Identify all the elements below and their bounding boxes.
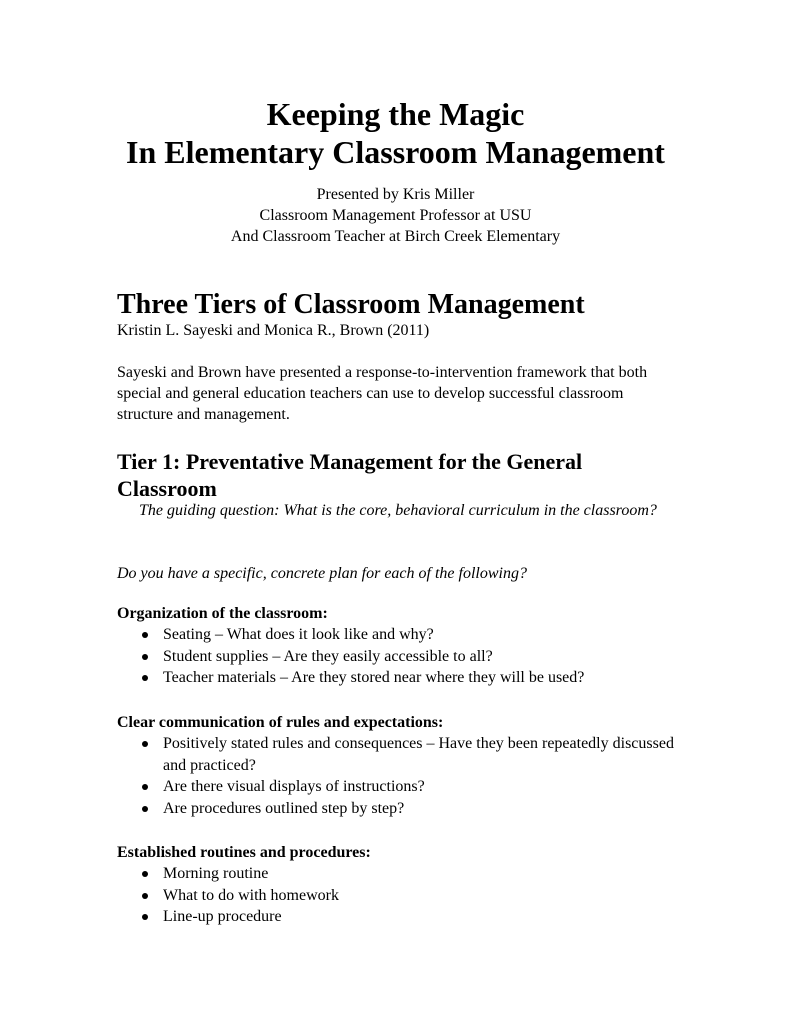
list-item-text: Student supplies – Are they easily accessible to all? <box>163 647 493 665</box>
bullet-icon <box>142 914 148 920</box>
section-organization <box>117 603 687 689</box>
bullet-icon <box>142 806 148 812</box>
list-item-text: Positively stated rules and consequences – Have they been repeatedly discussed and practiced? <box>163 735 674 774</box>
list-item-text: Line-up procedure <box>163 908 282 925</box>
citation-authors: Kristin L. Sayeski and Monica R., Brown (2011) <box>117 322 430 339</box>
bullet-list <box>117 733 687 819</box>
list-item <box>117 624 687 646</box>
intro-paragraph: Sayeski and Brown have presented a response-to-intervention framework that both special and general education teachers can use to develop successful classroom structure and management. <box>117 364 648 423</box>
list-item-text: Seating – What does it look like and why? <box>163 626 434 643</box>
presenter-role: Classroom Management Professor at USU <box>259 207 532 224</box>
presenter-info <box>0 184 791 247</box>
section-heading: Clear communication of rules and expectations: <box>117 714 444 731</box>
list-item <box>117 776 687 798</box>
bullet-icon <box>142 893 148 899</box>
tier1-heading: Tier 1: Preventative Management for the General Classroom <box>117 449 583 501</box>
list-item <box>117 863 687 885</box>
section-heading: Established routines and procedures: <box>117 844 371 861</box>
bullet-list <box>117 624 687 689</box>
presenter-school: And Classroom Teacher at Birch Creek Elementary <box>230 228 561 245</box>
bullet-icon <box>142 675 148 681</box>
list-item <box>117 885 687 907</box>
list-item-text: Are there visual displays of instructions? <box>163 778 425 795</box>
section-title: Three Tiers of Classroom Management <box>117 289 585 320</box>
presenter-name: Presented by Kris Miller <box>316 186 475 203</box>
bullet-icon <box>142 654 148 660</box>
section-routines <box>117 842 687 928</box>
plan-prompt: Do you have a specific, concrete plan for each of the following? <box>117 565 527 582</box>
section-heading: Organization of the classroom: <box>117 605 328 622</box>
bullet-icon <box>142 741 148 747</box>
bullet-icon <box>142 632 148 638</box>
list-item <box>117 906 687 928</box>
list-item <box>117 646 687 668</box>
bullet-list <box>117 863 687 928</box>
list-item-text: What to do with homework <box>163 886 339 904</box>
list-item-text: Morning routine <box>163 865 269 882</box>
bullet-icon <box>142 784 148 790</box>
title-line-1: Keeping the Magic <box>266 96 525 132</box>
list-item-text: Teacher materials – Are they stored near where they will be used? <box>163 669 585 686</box>
document-title <box>0 95 791 171</box>
guiding-question: The guiding question: What is the core, behavioral curriculum in the classroom? <box>139 502 657 519</box>
bullet-icon <box>142 871 148 877</box>
list-item-text: Are procedures outlined step by step? <box>163 799 405 817</box>
list-item <box>117 798 687 820</box>
list-item <box>117 733 687 776</box>
list-item <box>117 667 687 689</box>
section-communication <box>117 712 687 819</box>
title-line-2: In Elementary Classroom Management <box>126 134 665 170</box>
